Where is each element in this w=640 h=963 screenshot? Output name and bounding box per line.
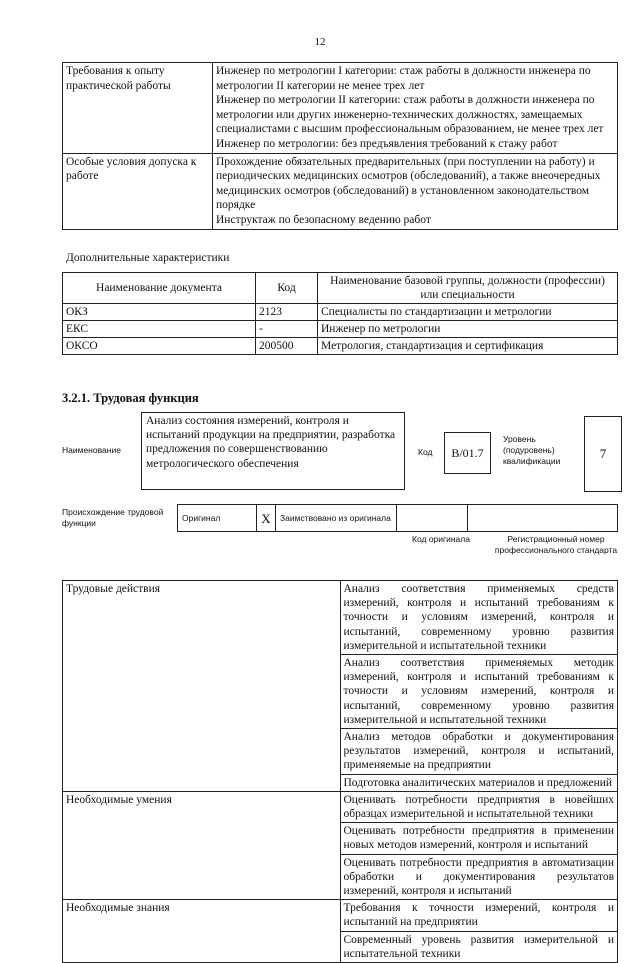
text-line: Инженер по метрологии II категории: стаж работы в должности инженера по метрологии или других инженерно-технических должностях, замещаемых специалистами с высшим профессиональным образованием, не менее трех лет	[216, 94, 604, 136]
item-text: Оценивать потребности предприятия в автоматизации обработки и документирования результатов измерений, контроля и испытаний	[343, 856, 614, 898]
origin-reg-caption: Регистрационный номер профессионального стандарта	[494, 534, 618, 555]
table-row	[63, 581, 618, 655]
row-label: Необходимые умения	[63, 791, 341, 899]
table-row	[63, 304, 618, 321]
origin-table	[177, 504, 618, 532]
table-cell: Метрология, стандартизация и сертификация	[318, 338, 618, 355]
table-cell	[340, 823, 618, 854]
origin-borrowed: Заимствовано из оригинала	[276, 505, 397, 532]
row-value	[213, 63, 618, 154]
table-cell	[340, 774, 618, 791]
origin-original: Оригинал	[178, 505, 257, 532]
table-cell	[340, 931, 618, 962]
table-cell	[340, 581, 618, 655]
requirements-table	[62, 62, 618, 230]
table-cell: 200500	[256, 338, 318, 355]
table-cell	[340, 854, 618, 900]
row-label: Требования к опыту практической работы	[63, 63, 213, 154]
table-header-row	[63, 273, 618, 304]
item-text: Требования к точности измерений, контроля и испытаний на предприятии	[343, 902, 614, 929]
level-box: 7	[584, 416, 622, 492]
row-value	[213, 153, 618, 229]
item-text: Современный уровень развития измерительной и испытательной техники	[343, 933, 614, 960]
item-text: Анализ методов обработки и документирования результатов измерений, контроля и испытаний, применяемые на предприятии	[343, 731, 614, 772]
text-line: Инженер по метрологии I категории: стаж работы в должности инженера по метрологии II категории не менее трех лет	[216, 65, 591, 92]
origin-mark: X	[257, 505, 276, 532]
table-cell	[340, 729, 618, 775]
column-header: Наименование документа	[63, 273, 256, 304]
additional-table	[62, 272, 618, 355]
page-number: 12	[314, 36, 326, 48]
origin-reg-cell	[468, 505, 618, 532]
row-label: Необходимые знания	[63, 900, 341, 963]
table-row	[63, 153, 618, 229]
table-row	[63, 338, 618, 355]
table-row	[63, 791, 618, 822]
item-text: Анализ соответствия применяемых методик измерений, контроля и испытаний требованиям к точности и условиям измерений, контроля и испытаний, современному уровню развития измерительной и испытательной техники	[343, 657, 614, 726]
table-cell	[340, 791, 618, 822]
details-table	[62, 580, 618, 963]
origin-label: Происхождение трудовой функции	[62, 507, 164, 528]
text-line: Прохождение обязательных предварительных (при поступлении на работу) и периодических медицинских осмотров (обследований), а также внеочередных медицинских осмотров (обследований) в установленном законодательством порядке	[216, 155, 601, 212]
table-row	[63, 321, 618, 338]
row-label: Особые условия допуска к работе	[63, 153, 213, 229]
table-cell: Инженер по метрологии	[318, 321, 618, 338]
table-cell	[340, 655, 618, 729]
additional-title: Дополнительные характеристики	[66, 252, 230, 264]
item-text: Анализ соответствия применяемых средств измерений, контроля и испытаний требованиям к точности и условиям измерений, контроля и испытаний, современному уровню развития измерительной и испытательной техники	[343, 583, 614, 652]
code-label: Код	[418, 447, 433, 457]
item-text: Оценивать потребности предприятия в применении новых методов измерений, контроля и испытаний	[343, 825, 614, 852]
item-text: Подготовка аналитических материалов и предложений	[343, 776, 613, 789]
column-header: Код	[256, 273, 318, 304]
function-name-box: Анализ состояния измерений, контроля и испытаний продукции на предприятии, разработка предложения по совершенствованию метрологического обеспечения	[141, 412, 405, 490]
level-label: Уровень (подуровень) квалификации	[503, 434, 561, 466]
text-line: Инструктаж по безопасному ведению работ	[216, 213, 431, 226]
table-cell: Специалисты по стандартизации и метрологии	[318, 304, 618, 321]
table-cell: ЕКС	[63, 321, 256, 338]
table-cell: ОКСО	[63, 338, 256, 355]
table-cell: -	[256, 321, 318, 338]
table-row	[63, 63, 618, 154]
function-code-box: B/01.7	[444, 432, 491, 474]
column-header: Наименование базовой группы, должности (профессии) или специальности	[318, 273, 618, 304]
item-text: Оценивать потребности предприятия в новейших образцах измерительной и испытательной техники	[343, 793, 614, 821]
origin-code-cell	[397, 505, 468, 532]
text-line: Инженер по метрологии: без предъявления требований к стажу работ	[216, 137, 558, 150]
row-label: Трудовые действия	[63, 581, 341, 792]
table-cell: ОКЗ	[63, 304, 256, 321]
section-title: 3.2.1. Трудовая функция	[62, 391, 199, 405]
table-row	[63, 900, 618, 931]
origin-code-caption: Код оригинала	[412, 534, 470, 544]
name-label: Наименование	[62, 445, 121, 455]
table-row	[178, 505, 618, 532]
table-cell: 2123	[256, 304, 318, 321]
table-cell	[340, 900, 618, 931]
